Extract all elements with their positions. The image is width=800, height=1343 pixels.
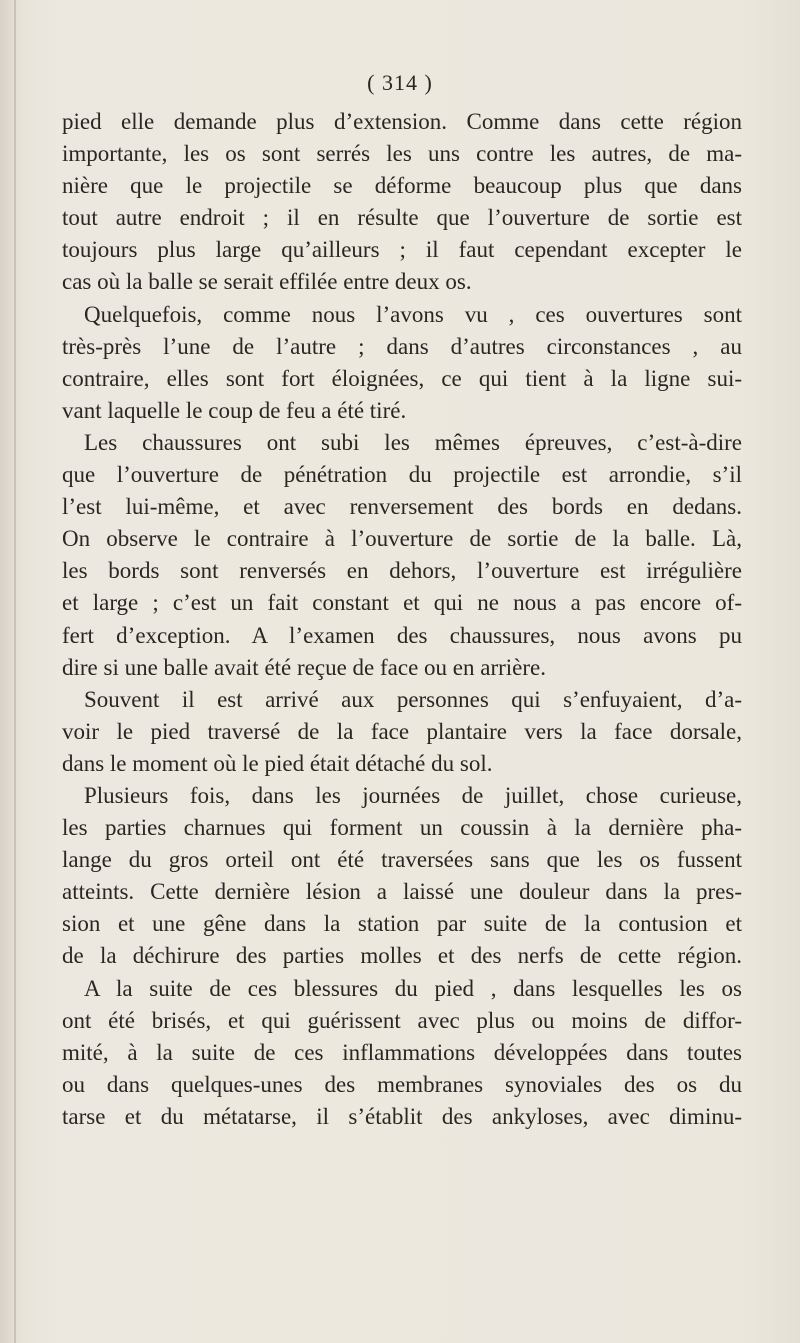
text-line-19: Souvent il est arrivé aux personnes qui s’enfuyaient, d’a-	[84, 686, 742, 712]
text-line-5: toujours plus large qu’ailleurs ; il faut cependant excepter le	[62, 237, 742, 263]
text-line-30: mité, à la suite de ces inflammations développées dans toutes	[62, 1039, 742, 1065]
text-line-1: pied elle demande plus d’extension. Comme dans cette région	[62, 109, 742, 134]
text-line-16: et large ; c’est un fait constant et qui ne nous a pas encore of-	[62, 590, 742, 616]
text-line-2: importante, les os sont serrés les uns contre les autres, de ma-	[62, 141, 742, 167]
text-line-4: tout autre endroit ; il en résulte que l’ouverture de sortie est	[62, 205, 742, 231]
text-line-32: tarse et du métatarse, il s’établit des ankyloses, avec diminu-	[62, 1103, 742, 1129]
text-line-12: que l’ouverture de pénétration du projectile est arrondie, s’il	[62, 462, 742, 488]
text-line-31: ou dans quelques-unes des membranes synoviales des os du	[62, 1071, 742, 1097]
text-line-10: vant laquelle le coup de feu a été tiré.	[62, 397, 407, 423]
text-line-8: très-près l’une de l’autre ; dans d’autres circonstances , au	[62, 333, 742, 359]
text-line-25: atteints. Cette dernière lésion a laissé une douleur dans la pres-	[62, 879, 742, 905]
page-gutter	[14, 0, 16, 1343]
text-line-17: fert d’exception. A l’examen des chaussures, nous avons pu	[62, 622, 742, 648]
text-line-22: Plusieurs fois, dans les journées de juillet, chose curieuse,	[84, 782, 742, 808]
text-line-6: cas où la balle se serait effilée entre deux os.	[62, 269, 472, 295]
text-line-23: les parties charnues qui forment un coussin à la dernière pha-	[62, 815, 742, 841]
text-line-27: de la déchirure des parties molles et des nerfs de cette région.	[62, 943, 742, 969]
page-number: ( 314 )	[367, 70, 433, 95]
text-line-11: Les chaussures ont subi les mêmes épreuves, c’est-à-dire	[84, 429, 742, 455]
text-line-9: contraire, elles sont fort éloignées, ce qui tient à la ligne sui-	[62, 365, 742, 391]
text-line-29: ont été brisés, et qui guérissent avec plus ou moins de diffor-	[62, 1007, 742, 1033]
text-line-21: dans le moment où le pied était détaché du sol.	[62, 750, 493, 776]
text-line-26: sion et une gêne dans la station par suite de la contusion et	[62, 911, 742, 937]
body-text	[62, 106, 742, 1133]
text-line-28: A la suite de ces blessures du pied , dans lesquelles les os	[84, 975, 742, 1001]
text-line-14: On observe le contraire à l’ouverture de sortie de la balle. Là,	[62, 526, 742, 552]
text-line-15: les bords sont renversés en dehors, l’ouverture est irrégulière	[62, 558, 742, 584]
text-line-7: Quelquefois, comme nous l’avons vu , ces ouvertures sont	[84, 301, 742, 327]
text-line-24: lange du gros orteil ont été traversées sans que les os fussent	[62, 847, 742, 873]
text-line-13: l’est lui-même, et avec renversement des bords en dedans.	[62, 494, 742, 520]
text-line-3: nière que le projectile se déforme beaucoup plus que dans	[62, 173, 742, 199]
text-line-18: dire si une balle avait été reçue de face ou en arrière.	[62, 654, 546, 680]
text-line-20: voir le pied traversé de la face plantaire vers la face dorsale,	[62, 718, 742, 744]
